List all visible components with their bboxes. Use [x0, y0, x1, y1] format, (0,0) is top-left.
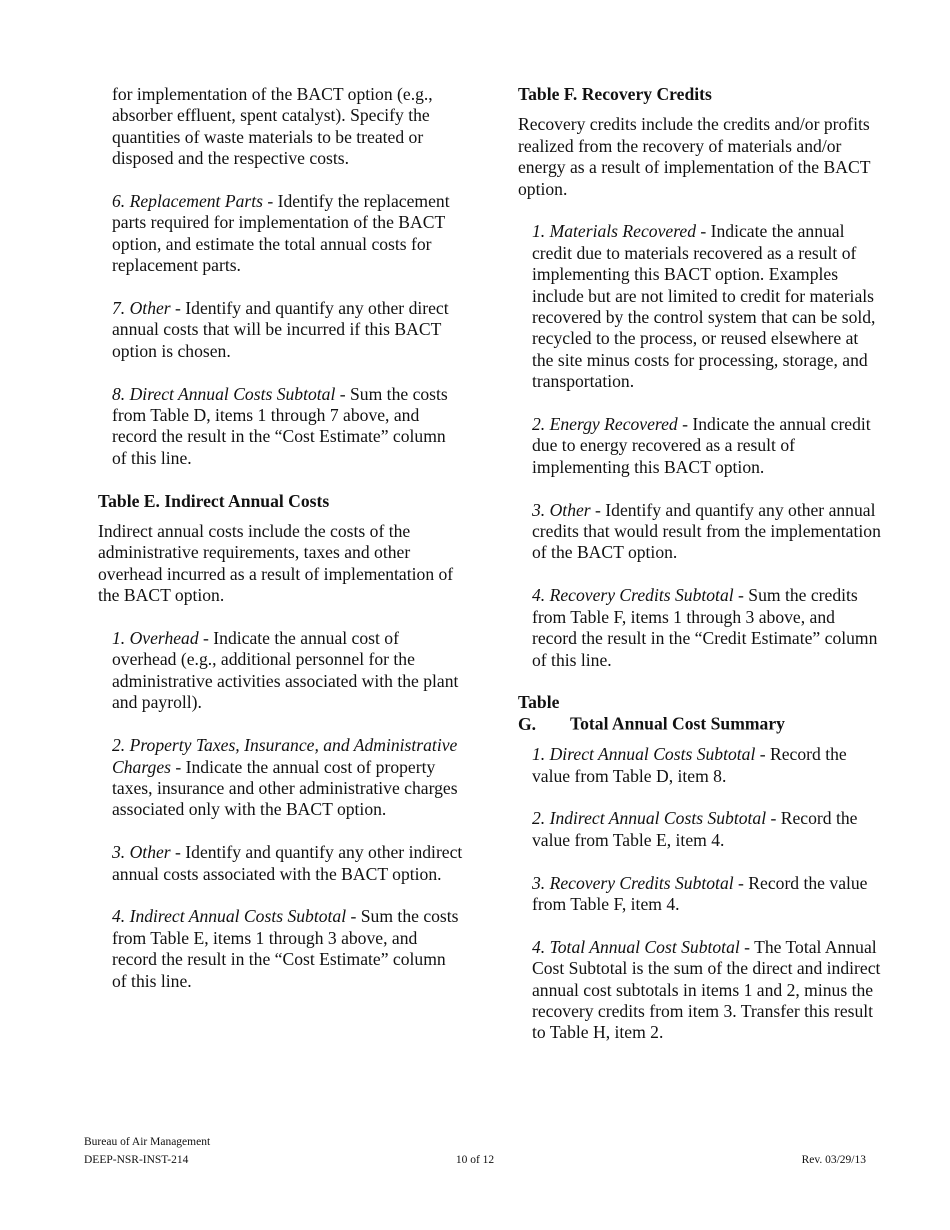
table-d-item-8 — [112, 384, 463, 470]
item-lead: 6. Replacement Parts — [112, 191, 263, 212]
table-e-intro: Indirect annual costs include the costs of the administrative requirements, taxes and other overhead incurred as a result of implementation of the BACT option. — [98, 521, 454, 606]
item-text: - Identify the replacement parts required for implementation of the BACT option, and estimate the total annual costs for replacement parts. — [112, 191, 450, 276]
item-text: - Record the value from Table F, item 4. — [532, 872, 868, 914]
table-e-item-3 — [112, 842, 463, 885]
right-column — [518, 84, 883, 1065]
item-lead: 4. Recovery Credits Subtotal — [532, 585, 734, 606]
table-g-item-4 — [532, 937, 883, 1044]
item-lead: 8. Direct Annual Costs Subtotal — [112, 383, 336, 404]
item-text: - Record the value from Table E, item 4. — [532, 808, 858, 850]
footer-revision: Rev. 03/29/13 — [801, 1154, 866, 1166]
table-g-item-1 — [532, 744, 883, 787]
table-f-item-2 — [532, 414, 883, 478]
table-d-item-7 — [112, 298, 463, 362]
item-lead: 4. Total Annual Cost Subtotal — [532, 936, 740, 957]
item-lead: 1. Direct Annual Costs Subtotal — [532, 744, 756, 765]
table-g-label: Table G. — [518, 692, 560, 734]
table-e-item-2 — [112, 735, 463, 821]
paragraph-continued: for implementation of the BACT option (e.g., absorber effluent, spent catalyst). Specify the quantities of waste materials to be treated or disposed and the respective costs. — [112, 84, 433, 169]
item-text: - Identify and quantify any other indirect annual costs associated with the BACT option. — [112, 842, 463, 884]
footer-org: Bureau of Air Management — [84, 1136, 211, 1148]
item-text: - Identify and quantify any other annual credits that would result from the implementation of the BACT option. — [532, 499, 881, 563]
table-f-item-1 — [532, 221, 883, 392]
item-lead: 1. Overhead — [112, 628, 199, 649]
item-text: - Sum the credits from Table F, items 1 through 3 above, and record the result in the “Credit Estimate” column of this line. — [532, 585, 878, 670]
item-lead: 2. Energy Recovered — [532, 414, 678, 435]
item-text: - The Total Annual Cost Subtotal is the sum of the direct and indirect annual cost subtotals in items 1 and 2, minus the recovery credits from item 3. Transfer this result to Table H, item 2. — [532, 936, 881, 1043]
item-lead: 7. Other — [112, 298, 171, 319]
table-g-title: Total Annual Cost Summary — [570, 713, 785, 734]
table-d-item-6 — [112, 191, 463, 277]
item-lead: 2. Property Taxes, Insurance, and Administrative Charges — [112, 735, 458, 777]
item-text: - Indicate the annual cost of property taxes, insurance and other administrative charges associated only with the BACT option. — [112, 756, 458, 820]
table-e-item-1 — [112, 628, 463, 714]
item-text: - Sum the costs from Table E, items 1 through 3 above, and record the result in the “Cost Estimate” column of this line. — [112, 906, 459, 991]
item-text: - Indicate the annual credit due to materials recovered as a result of implementing this BACT option. Examples include but are not limited to credit for materials recovered by the control system that can be sold, recycled to the process, or reused elsewhere at the site minus costs for processing, storage, and transportation. — [532, 221, 876, 392]
item-lead: 2. Indirect Annual Costs Subtotal — [532, 808, 767, 829]
item-text: - Indicate the annual cost of overhead (e.g., additional personnel for the administrative activities associated with the plant and payroll). — [112, 628, 459, 713]
table-g-heading — [518, 692, 883, 735]
item-lead: 3. Other — [112, 842, 171, 863]
footer-doc-id: DEEP-NSR-INST-214 — [84, 1154, 189, 1166]
table-e-heading: Table E. Indirect Annual Costs — [98, 490, 330, 511]
table-g-item-2 — [532, 808, 883, 851]
table-f-item-4 — [532, 585, 883, 671]
table-e-item-4 — [112, 906, 463, 992]
left-column — [98, 84, 463, 1013]
item-text: - Record the value from Table D, item 8. — [532, 744, 847, 786]
item-text: - Indicate the annual credit due to energy recovered as a result of implementing this BACT option. — [532, 414, 871, 477]
item-lead: 3. Recovery Credits Subtotal — [532, 872, 734, 893]
table-f-intro: Recovery credits include the credits and/or profits realized from the recovery of materials and/or energy as a result of implementation of the BACT option. — [518, 114, 871, 199]
item-text: - Sum the costs from Table D, items 1 through 7 above, and record the result in the “Cost Estimate” column of this line. — [112, 383, 448, 468]
table-f-heading: Table F. Recovery Credits — [518, 84, 712, 104]
footer-page-number: 10 of 12 — [455, 1154, 495, 1166]
item-lead: 3. Other — [532, 499, 591, 520]
item-lead: 4. Indirect Annual Costs Subtotal — [112, 906, 347, 927]
item-lead: 1. Materials Recovered — [532, 221, 696, 242]
item-text: - Identify and quantify any other direct annual costs that will be incurred if this BACT option is chosen. — [112, 298, 449, 361]
table-g-item-3 — [532, 873, 883, 916]
table-f-item-3 — [532, 500, 883, 564]
